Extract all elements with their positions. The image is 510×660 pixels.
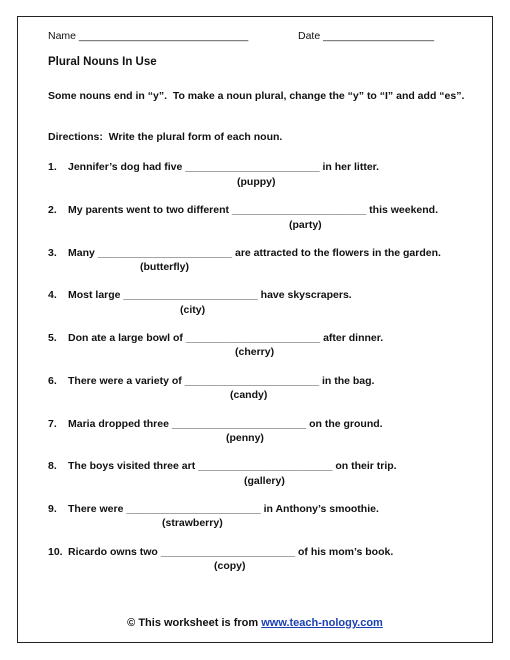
question-text: Maria dropped three _______________________ on the ground. xyxy=(68,418,383,430)
question-6 xyxy=(48,375,374,388)
question-number: 1. xyxy=(48,161,57,173)
question-text: The boys visited three art _______________________ on their trip. xyxy=(68,460,397,472)
question-8 xyxy=(48,460,397,473)
footer-text: © This worksheet is from xyxy=(127,617,262,629)
question-number: 5. xyxy=(48,332,57,344)
question-number: 9. xyxy=(48,503,57,515)
question-10-hint: (copy) xyxy=(214,560,246,572)
question-9-hint: (strawberry) xyxy=(162,517,223,529)
worksheet-title: Plural Nouns In Use xyxy=(48,56,157,68)
question-text: Jennifer’s dog had five _______________________ in her litter. xyxy=(68,161,380,173)
question-8-hint: (gallery) xyxy=(244,475,285,487)
question-10 xyxy=(48,546,393,559)
question-9 xyxy=(48,503,379,516)
question-number: 10. xyxy=(48,546,63,558)
question-number: 6. xyxy=(48,375,57,387)
name-field: Name _____________________________ xyxy=(48,30,249,42)
question-text: My parents went to two different _______________________ this weekend. xyxy=(68,204,439,216)
question-text: There were a variety of _______________________ in the bag. xyxy=(68,375,375,387)
question-1 xyxy=(48,161,379,174)
question-7 xyxy=(48,418,383,431)
teach-nology-link[interactable]: www.teach-nology.com xyxy=(261,617,383,629)
question-4-hint: (city) xyxy=(180,304,206,316)
question-7-hint: (penny) xyxy=(226,432,264,444)
question-2 xyxy=(48,204,438,217)
date-field: Date ___________________ xyxy=(298,30,435,42)
question-number: 4. xyxy=(48,289,57,301)
footer-credit xyxy=(0,617,510,629)
question-text: There were _______________________ in Anthony’s smoothie. xyxy=(68,503,379,515)
question-1-hint: (puppy) xyxy=(237,176,276,188)
question-number: 8. xyxy=(48,460,57,472)
question-text: Ricardo owns two _______________________ of his mom’s book. xyxy=(68,546,394,558)
question-text: Don ate a large bowl of _______________________ after dinner. xyxy=(68,332,384,344)
question-number: 2. xyxy=(48,204,57,216)
question-3-hint: (butterfly) xyxy=(140,261,189,273)
question-5 xyxy=(48,332,383,345)
question-3 xyxy=(48,247,441,260)
question-6-hint: (candy) xyxy=(230,389,268,401)
question-4 xyxy=(48,289,352,302)
question-number: 3. xyxy=(48,247,57,259)
question-text: Most large _______________________ have skyscrapers. xyxy=(68,289,352,301)
directions-text: Directions: Write the plural form of each noun. xyxy=(48,131,283,143)
intro-text: Some nouns end in “y”. To make a noun plural, change the “y” to “I” and add “es”. xyxy=(48,90,465,102)
question-number: 7. xyxy=(48,418,57,430)
question-text: Many _______________________ are attracted to the flowers in the garden. xyxy=(68,247,441,259)
question-5-hint: (cherry) xyxy=(235,346,275,358)
question-2-hint: (party) xyxy=(289,219,322,231)
